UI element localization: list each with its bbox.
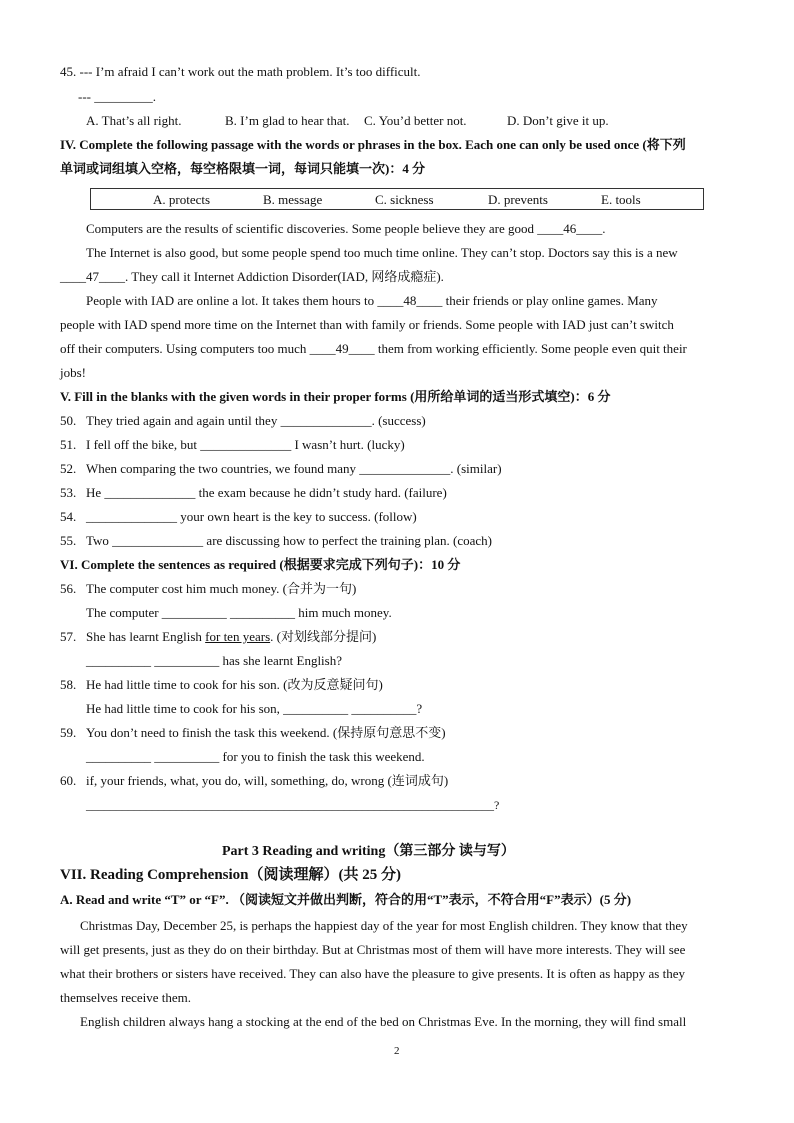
q45-option-c: C. You’d better not. xyxy=(364,113,467,128)
q57-text-post: . (对划线部分提问) xyxy=(270,629,377,644)
question-text: The computer cost him much money. (合并为一句) xyxy=(86,581,357,596)
answer-line: He had little time to cook for his son, __________ __________? xyxy=(86,701,423,716)
question-text: When comparing the two countries, we found many ______________. (similar) xyxy=(86,461,502,476)
question-number: 57. xyxy=(60,629,77,644)
q45-option-b: B. I’m glad to hear that. xyxy=(225,113,350,128)
word-option: E. tools xyxy=(601,192,641,207)
question-text: if, your friends, what, you do, will, something, do, wrong (连词成句) xyxy=(86,773,449,788)
part3-heading: Part 3 Reading and writing（第三部分 读与写） xyxy=(222,844,515,859)
passage-line: Computers are the results of scientific discoveries. Some people believe they are good ____46____. xyxy=(86,221,606,236)
question-text: Two ______________ are discussing how to perfect the training plan. (coach) xyxy=(86,533,492,548)
subsection-a-heading: A. Read and write “T” or “F”. （阅读短文并做出判断，符合的用“T”表示，不符合用“F”表示）(5 分) xyxy=(60,892,632,907)
question-text: He ______________ the exam because he didn’t study hard. (failure) xyxy=(86,485,447,500)
passage-line: ____47____. They call it Internet Addiction Disorder(IAD, 网络成瘾症). xyxy=(60,269,444,284)
word-option: D. prevents xyxy=(488,192,548,207)
q57-underlined-phrase: for ten years xyxy=(205,629,271,644)
question-number: 52. xyxy=(60,461,77,476)
passage-line: will get presents, just as they do on their birthday. But at Christmas most of them will have more interests. They will see xyxy=(60,942,686,957)
answer-line: The computer __________ __________ him much money. xyxy=(86,605,392,620)
section5-heading: V. Fill in the blanks with the given words in their proper forms (用所给单词的适当形式填空)：6 分 xyxy=(60,389,611,404)
question-number: 50. xyxy=(60,413,77,428)
page-number: 2 xyxy=(394,1045,400,1057)
question-number: 53. xyxy=(60,485,77,500)
q45-option-a: A. That’s all right. xyxy=(86,113,182,128)
answer-line: __________ __________ for you to finish the task this weekend. xyxy=(86,749,425,764)
word-box xyxy=(90,188,704,210)
answer-line: ____________________________________________________________________? xyxy=(86,798,500,812)
question-text xyxy=(86,629,376,645)
passage-line: what their brothers or sisters have received. They can also have the pleasure to give presents. It is often as happy as they xyxy=(60,966,685,981)
passage-line: off their computers. Using computers too much ____49____ them from working efficiently. Some people even quit their xyxy=(60,341,687,356)
question-text: You don’t need to finish the task this weekend. (保持原句意思不变) xyxy=(86,725,446,740)
question-text: I fell off the bike, but ______________ I wasn’t hurt. (lucky) xyxy=(86,437,405,452)
passage-line: The Internet is also good, but some people spend too much time online. They can’t stop. Doctors say this is a new xyxy=(86,245,678,260)
question-text: They tried again and again until they ______________. (success) xyxy=(86,413,426,428)
question-text: ______________ your own heart is the key to success. (follow) xyxy=(86,509,417,524)
question-number: 60. xyxy=(60,773,77,788)
q45-reply: --- _________. xyxy=(78,89,156,104)
word-option: C. sickness xyxy=(375,192,434,207)
passage-line: themselves receive them. xyxy=(60,990,192,1005)
section6-heading: VI. Complete the sentences as required (根据要求完成下列句子)：10 分 xyxy=(60,557,461,572)
question-number: 58. xyxy=(60,677,77,692)
passage-line: Christmas Day, December 25, is perhaps the happiest day of the year for most English children. They know that they xyxy=(80,918,688,933)
question-number: 59. xyxy=(60,725,77,740)
q45-option-d: D. Don’t give it up. xyxy=(507,113,609,128)
question-number: 51. xyxy=(60,437,77,452)
answer-line: __________ __________ has she learnt English? xyxy=(86,653,342,668)
q45-stem: 45. --- I’m afraid I can’t work out the math problem. It’s too difficult. xyxy=(60,64,421,79)
question-number: 55. xyxy=(60,533,77,548)
passage-line: people with IAD spend more time on the Internet than with family or friends. Some people with IAD just can’t switch xyxy=(60,317,674,332)
passage-line: English children always hang a stocking at the end of the bed on Christmas Eve. In the morning, they will find small xyxy=(80,1014,687,1029)
question-number: 54. xyxy=(60,509,77,524)
word-option: A. protects xyxy=(153,192,211,207)
question-text: He had little time to cook for his son. (改为反意疑问句) xyxy=(86,677,383,692)
q57-text-pre: She has learnt English xyxy=(86,629,206,644)
section7-heading: VII. Reading Comprehension（阅读理解）(共 25 分) xyxy=(60,867,401,883)
passage-line: People with IAD are online a lot. It takes them hours to ____48____ their friends or play online games. Many xyxy=(86,293,658,308)
passage-line: jobs! xyxy=(60,365,86,380)
word-option: B. message xyxy=(263,192,323,207)
question-number: 56. xyxy=(60,581,77,596)
section4-heading: IV. Complete the following passage with the words or phrases in the box. Each one can only be used once (将下列 xyxy=(60,137,686,152)
section4-heading-cont: 单词或词组填入空格，每空格限填一词，每词只能填一次)：4 分 xyxy=(60,161,426,176)
